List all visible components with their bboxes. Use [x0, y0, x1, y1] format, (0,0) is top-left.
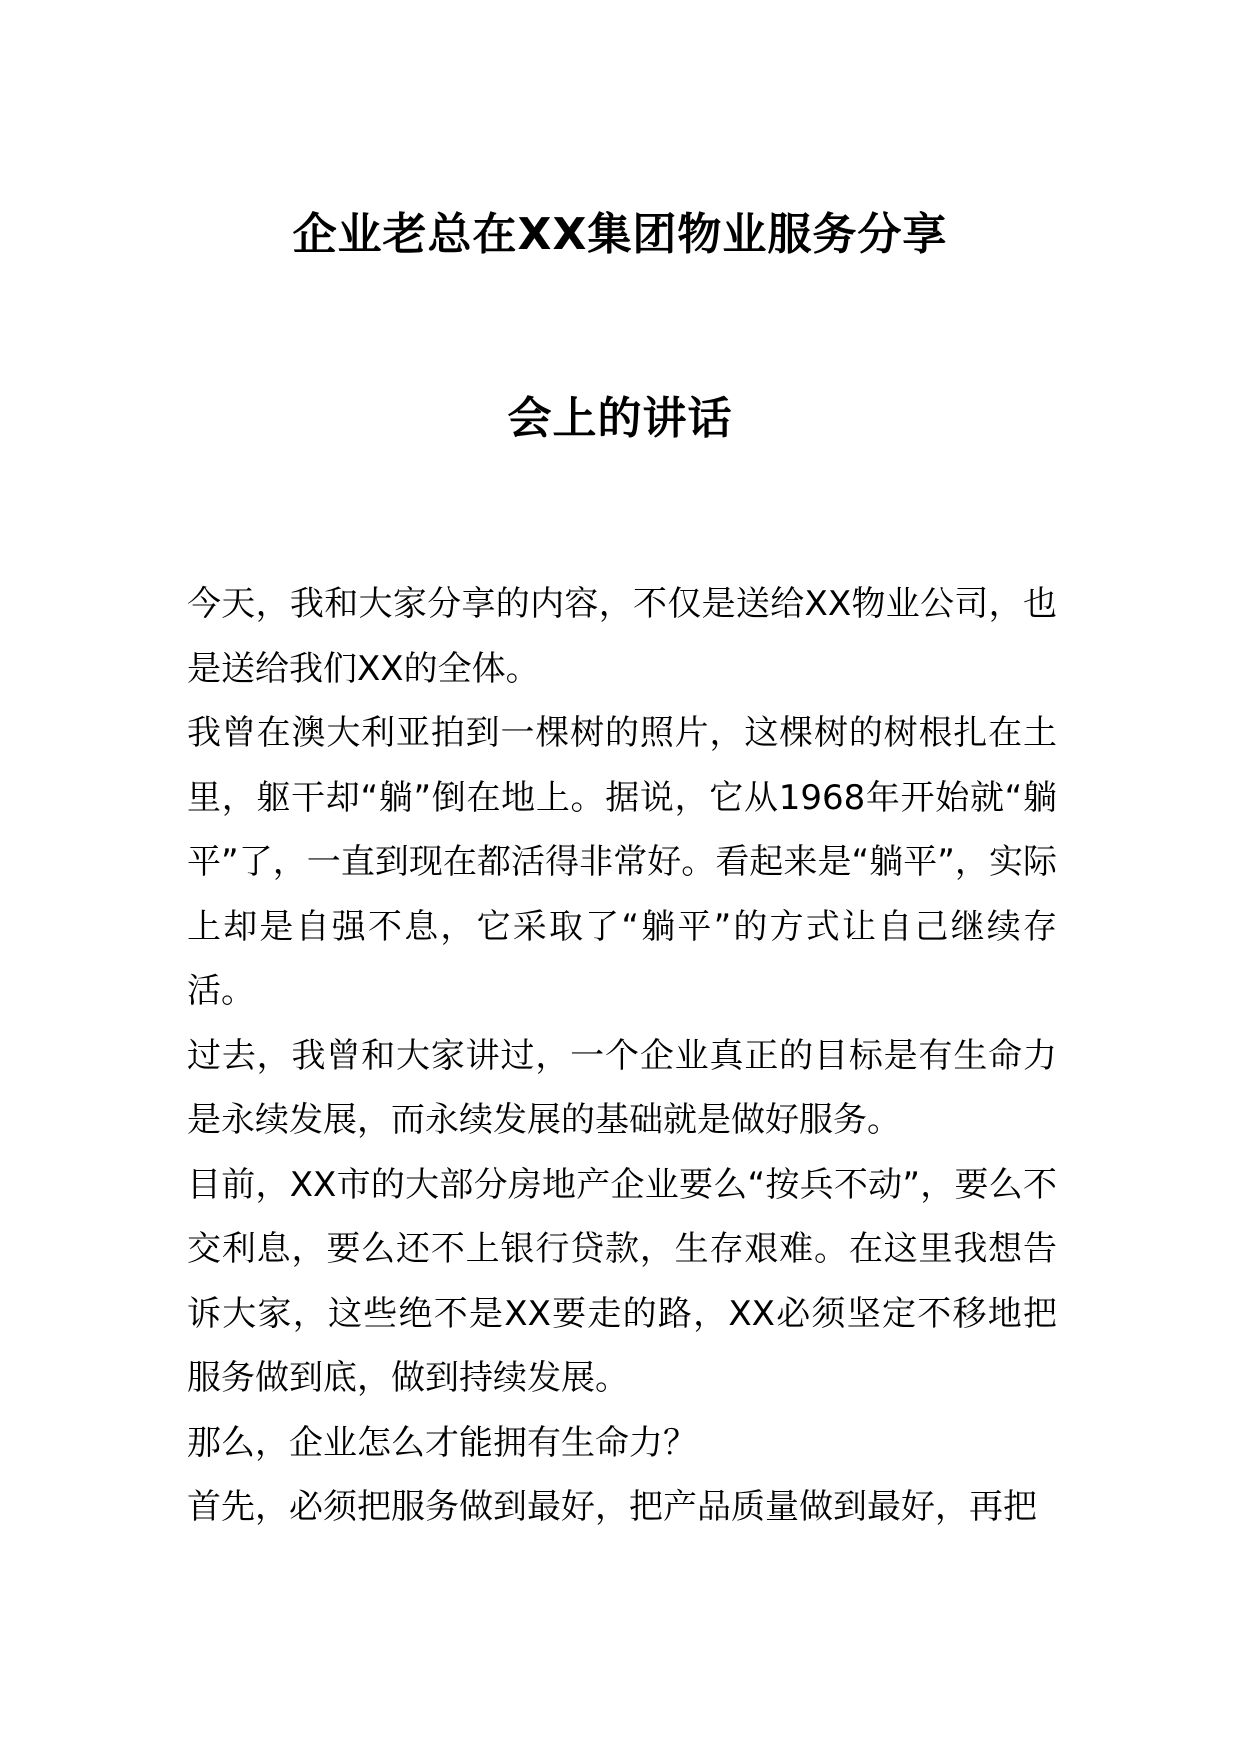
- document-title-line-2: 会上的讲话: [507, 393, 733, 444]
- paragraph: 过去，我曾和大家讲过，一个企业真正的目标是有生命力是永续发展，而永续发展的基础就是做好服务。: [187, 1035, 1057, 1140]
- document-title-line-1: 企业老总在XX集团物业服务分享: [292, 209, 948, 260]
- paragraph: 那么，企业怎么才能拥有生命力？: [187, 1422, 697, 1463]
- document-body: [187, 572, 1057, 1540]
- paragraph: 首先，必须把服务做到最好，把产品质量做到最好，再把: [187, 1487, 1037, 1527]
- paragraph: 我曾在澳大利亚拍到一棵树的照片，这棵树的树根扎在土里，躯干却“躺”倒在地上。据说，它从1968年开始就“躺平”了，一直到现在都活得非常好。看起来是“躺平”，实际上却是自强不息，它采取了“躺平”的方式让自己继续存活。: [187, 713, 1057, 1011]
- paragraph: 目前，XX市的大部分房地产企业要么“按兵不动”，要么不交利息，要么还不上银行贷款，生存艰难。在这里我想告诉大家，这些绝不是XX要走的路，XX必须坚定不移地把服务做到底，做到持续发展。: [187, 1164, 1057, 1398]
- paragraph: 今天，我和大家分享的内容，不仅是送给XX物业公司，也是送给我们XX的全体。: [187, 584, 1057, 689]
